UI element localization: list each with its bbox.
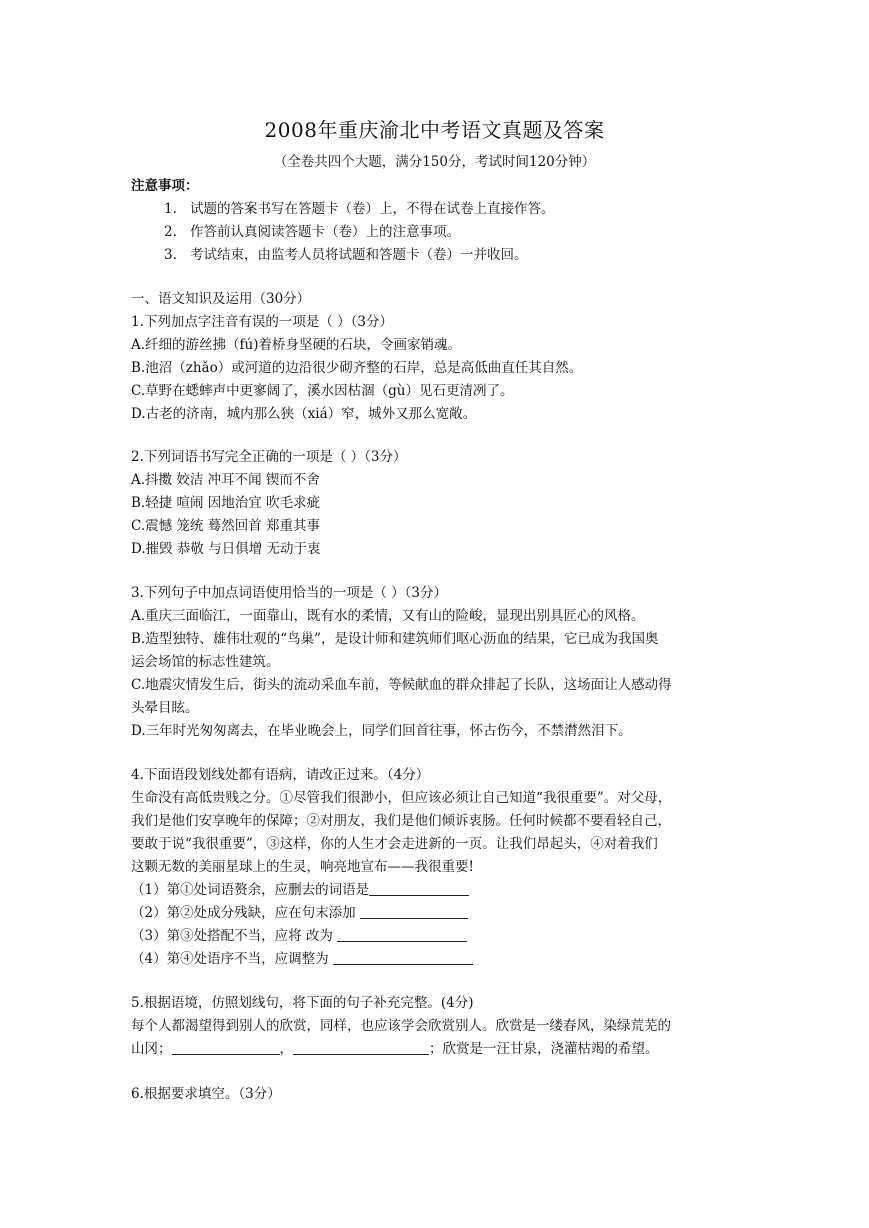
question-1-option-d: D.古老的济南，城内那么狭（xiá）窄，城外又那么宽敞。 — [131, 406, 477, 422]
question-2-option-d: D.摧毁 恭敬 与日俱增 无动于衷 — [131, 541, 321, 557]
question-4-passage-line: 生命没有高低贵贱之分。①尽管我们很渺小，但应该必须让自己知道“我很重要”。对父母， — [131, 790, 672, 806]
question-3-line: B.造型独特、雄伟壮观的“鸟巢”，是设计师和建筑师们呕心沥血的结果，它已成为我国奥 — [131, 631, 659, 647]
notice-item — [164, 198, 555, 220]
notice-item-number: 3. — [164, 247, 177, 263]
question-5-stem: 5.根据语境，仿照划线句，将下面的句子补充完整。(4分) — [131, 995, 474, 1011]
question-5-line — [131, 1038, 659, 1060]
question-1-option-a: A.纤细的游丝拂（fú)着桥身坚硬的石块，令画家销魂。 — [131, 337, 461, 353]
question-3-line: A.重庆三面临江，一面靠山，既有水的柔情，又有山的险峻，显现出别具匠心的风格。 — [131, 608, 645, 624]
notice-item-number: 2. — [164, 224, 177, 240]
question-3-line: C.地震灾情发生后，街头的流动采血车前，等候献血的群众排起了长队，这场面让人感动得 — [131, 677, 672, 693]
notice-heading: 注意事项： — [131, 178, 199, 194]
sub-question-text: （3）第③处搭配不当，应将 改为 — [131, 928, 338, 944]
question-2-option-b: B.轻捷 喧闹 因地治宜 吹毛求疵 — [131, 495, 321, 511]
section-heading: 一、语文知识及运用（30分） — [131, 291, 311, 307]
sub-question-text: （2）第②处成分残缺，应在句末添加 — [131, 905, 360, 921]
answer-blank[interactable] — [360, 904, 468, 919]
question-4-sub-3 — [131, 925, 467, 947]
question-4-passage-line: 我们是他们安享晚年的保障；②对朋友，我们是他们倾诉衷肠。任何时候都不要看轻自己， — [131, 813, 671, 829]
sub-question-text: （1）第①处词语赘余，应删去的词语是 — [131, 882, 370, 898]
answer-blank[interactable] — [293, 1040, 429, 1055]
page-title: 2008年重庆渝北中考语文真题及答案 — [264, 118, 605, 142]
question-4-sub-2 — [131, 902, 468, 924]
question-1-option-c: C.草野在蟋蟀声中更寥阔了，溪水因枯涸（gù）见石更清冽了。 — [131, 383, 514, 399]
question-4-sub-4 — [131, 948, 473, 970]
notice-item-text: 试题的答案书写在答题卡（卷）上，不得在试卷上直接作答。 — [190, 201, 555, 217]
page-subtitle: （全卷共四个大题，满分150分，考试时间120分钟） — [273, 154, 596, 170]
question-4-stem: 4.下面语段划线处都有语病，请改正过来。（4分） — [131, 767, 430, 783]
question-6-stem: 6.根据要求填空。（3分） — [131, 1086, 281, 1102]
question-2-stem: 2.下列词语书写完全正确的一项是（ ）（3分） — [131, 449, 407, 465]
answer-blank[interactable] — [337, 927, 467, 942]
question-2-option-a: A.抖擞 姣洁 冲耳不闻 锲而不舍 — [131, 472, 320, 488]
notice-item — [164, 244, 528, 266]
question-4-sub-1 — [131, 879, 469, 901]
question-5-text: ；欣赏是一汪甘泉，浇灌枯竭的希望。 — [429, 1041, 659, 1057]
answer-blank[interactable] — [369, 881, 469, 896]
question-3-line: 运会场馆的标志性建筑。 — [131, 654, 280, 670]
question-1-option-b: B.池沼（zhǎo）或河道的边沿很少砌齐整的石岸，总是高低曲直任其自然。 — [131, 360, 583, 376]
question-3-line: D.三年时光匆匆离去，在毕业晚会上，同学们回首往事，怀古伤今，不禁潸然泪下。 — [131, 723, 632, 739]
notice-item — [164, 221, 460, 243]
question-5-line: 每个人都渴望得到别人的欣赏，同样，也应该学会欣赏别人。欣赏是一缕春风，染绿荒芜的 — [131, 1018, 671, 1034]
notice-item-number: 1. — [164, 201, 177, 217]
notice-item-text: 考试结束，由监考人员将试题和答题卡（卷）一并收回。 — [190, 247, 528, 263]
sub-question-text: （4）第④处语序不当，应调整为 — [131, 951, 333, 967]
question-1-stem: 1.下列加点字注音有误的一项是（ ）（3分） — [131, 314, 394, 330]
question-5-text: ， — [279, 1041, 293, 1057]
question-5-text: 山冈； — [131, 1041, 172, 1057]
answer-blank[interactable] — [333, 950, 473, 965]
question-3-stem: 3.下列句子中加点词语使用恰当的一项是（ ）（3分） — [131, 585, 448, 601]
answer-blank[interactable] — [172, 1040, 280, 1055]
notice-item-text: 作答前认真阅读答题卡（卷）上的注意事项。 — [190, 224, 460, 240]
question-2-option-c: C.震憾 笼统 蓦然回首 郑重其事 — [131, 518, 321, 534]
question-3-line: 头晕目眩。 — [131, 700, 199, 716]
question-4-passage-line: 这颗无数的美丽星球上的生灵，响亮地宣布——我很重要! — [131, 859, 474, 875]
question-4-passage-line: 要敢于说“我很重要”，③这样，你的人生才会走进新的一页。让我们昂起头，④对着我们 — [131, 836, 658, 852]
